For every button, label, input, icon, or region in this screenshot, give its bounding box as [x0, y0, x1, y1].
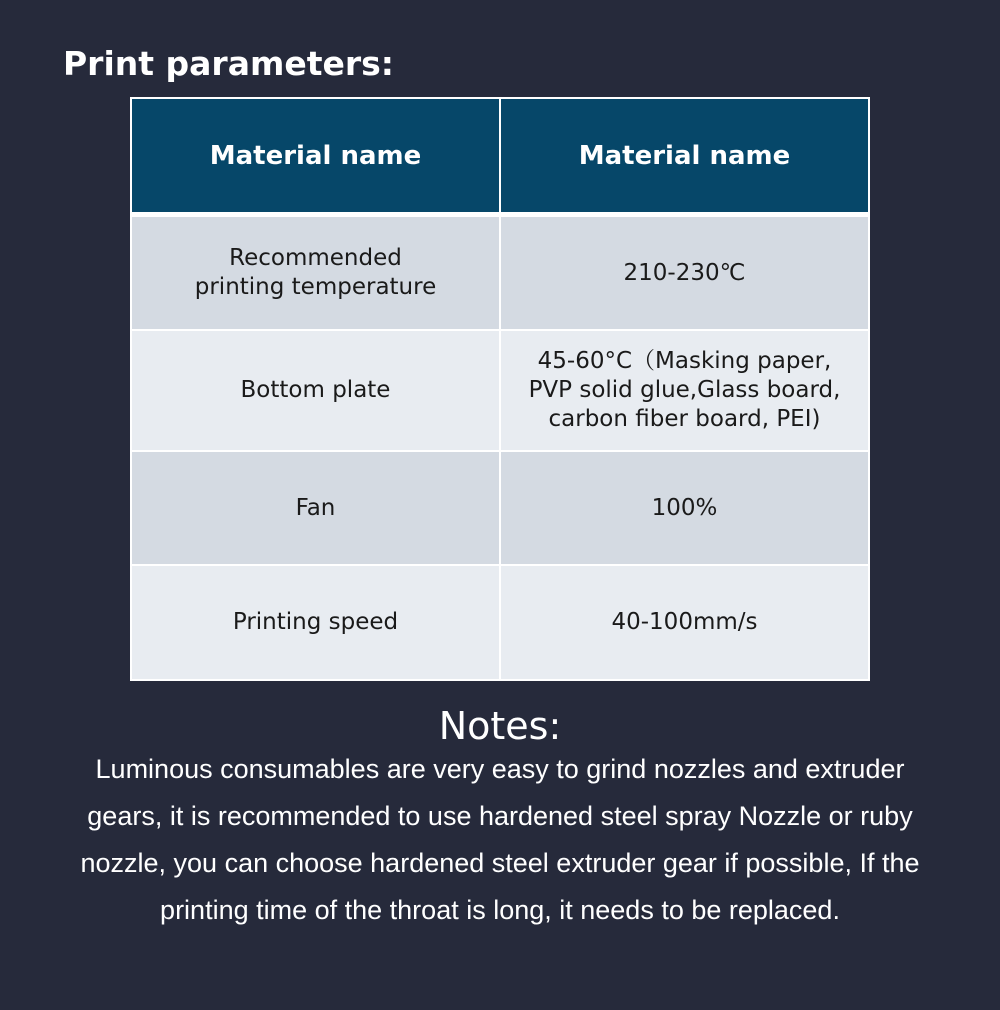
- row-label-cell: [131, 451, 500, 565]
- table-row-printing-temperature: [131, 215, 869, 331]
- table-header-row: [131, 98, 869, 215]
- table-row-fan: [131, 451, 869, 565]
- printing-speed-value: 40-100mm/s: [611, 609, 758, 635]
- bottom-plate-label: Bottom plate: [240, 377, 391, 403]
- fan-value: 100%: [651, 494, 718, 521]
- print-parameters-table: [130, 97, 870, 681]
- row-label-cell: [131, 565, 500, 680]
- bottom-plate-value: 45-60°C（Masking paper, PVP solid glue,Glass board, carbon fiber board, PEI): [528, 348, 841, 432]
- page-title: Print parameters:: [63, 44, 394, 83]
- table-row-printing-speed: [131, 565, 869, 680]
- notes-title: Notes:: [438, 704, 562, 748]
- table-row-bottom-plate: [131, 330, 869, 451]
- row-value-cell: [500, 215, 869, 331]
- header-material-name: Material name: [131, 98, 500, 215]
- row-label-cell: [131, 215, 500, 331]
- row-value-cell: [500, 330, 869, 451]
- header-material-name-value: Material name: [500, 98, 869, 215]
- row-label-cell: [131, 330, 500, 451]
- row-value-cell: [500, 565, 869, 680]
- printing-speed-label: Printing speed: [232, 609, 399, 635]
- notes-text: Luminous consumables are very easy to grind nozzles and extruder gears, it is recommended to use hardened steel spray Nozzle or ruby nozzle, you can choose hardened steel extruder gear if possible, If the printing time of the throat is long, it needs to be replaced.: [80, 754, 920, 925]
- printing-temperature-value: 210-230℃: [623, 259, 746, 286]
- printing-temperature-label: Recommended printing temperature: [194, 245, 437, 300]
- row-value-cell: [500, 451, 869, 565]
- fan-label: Fan: [295, 494, 336, 521]
